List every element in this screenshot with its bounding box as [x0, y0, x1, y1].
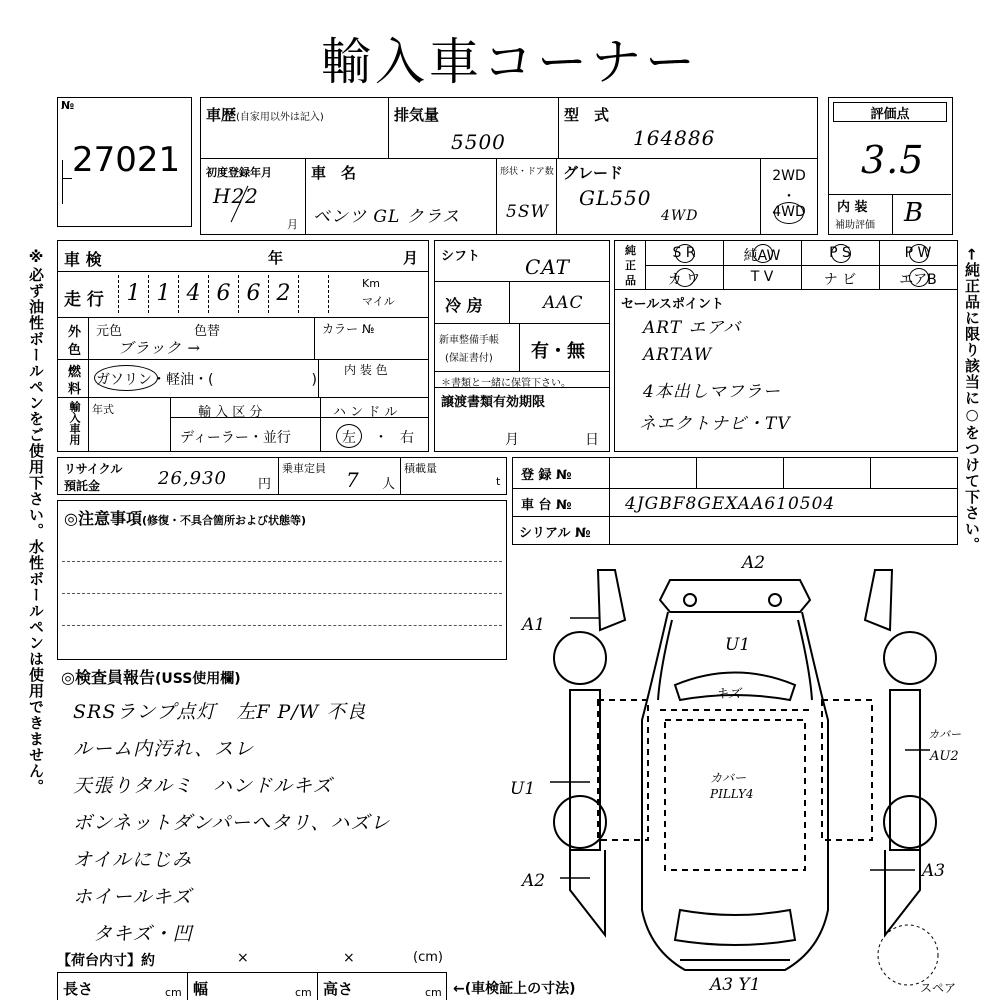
grade-sub: 4WD — [661, 208, 699, 224]
inspector-label: ◎検査員報告(USS使用欄) — [61, 668, 241, 687]
body-type-value: 5SW — [506, 202, 549, 222]
mileage-digit: 4 — [178, 275, 208, 313]
genuine-option: カ ワ — [667, 272, 701, 288]
mark-a2-top: A2 — [742, 553, 766, 573]
genuine-option-circle — [831, 244, 851, 263]
drive-option-2wd: 2WD — [772, 168, 806, 184]
mark-a2-left: A2 — [522, 871, 546, 891]
inspector-report-line: ボンネットダンパーへタリ、ハズレ — [73, 812, 391, 834]
genuine-option: S R — [672, 245, 696, 261]
recycle-grid: リサイクル 預託金 26,930 円 乗車定員 7 人 積載量 t — [57, 457, 507, 495]
import-type-options: ディーラー・並行 — [180, 430, 291, 446]
mark-a3-right: A3 — [922, 861, 946, 881]
mark-cover-right-1: カバー — [928, 728, 961, 741]
mileage-digit: 6 — [238, 275, 268, 313]
genuine-option: エアB — [899, 272, 937, 288]
genuine-option: ナ ビ — [823, 272, 857, 288]
mileage-digit — [328, 275, 358, 313]
interior-value: B — [904, 198, 925, 228]
ac-value: AAC — [543, 293, 584, 313]
score-value: 3.5 — [861, 138, 925, 182]
mileage-digit: 1 — [118, 275, 148, 313]
side-note-left: ※必ず油性ボールペンをご使用下さい。水性ボールペンは使用できません。 — [27, 248, 45, 795]
mark-cover-center-2: PILLY4 — [710, 787, 754, 801]
mileage-digit: 2 — [268, 275, 298, 313]
genuine-option-circle — [675, 268, 695, 287]
score-box — [828, 97, 953, 235]
genuine-option-circle — [675, 244, 695, 263]
genuine-option: P S — [829, 245, 851, 261]
mark-cover-center-1: カバー — [710, 771, 747, 785]
inspector-report-line: オイルにじみ — [73, 849, 193, 871]
mark-cover-right-2: AU2 — [930, 749, 959, 764]
genuine-option: 純AW — [743, 248, 781, 264]
lot-number-box — [57, 97, 192, 227]
registration-grid: 登 録 № 車 台 № 4JGBF8GEXAA610504 シリアル № — [512, 457, 958, 545]
recycle-value: 26,930 — [158, 468, 227, 489]
sales-point-line: ネエクトナビ・TV — [639, 414, 791, 434]
car-name-value: ベンツ GL クラス — [313, 207, 461, 227]
vehicle-info-grid: 車歴(自家用以外は記入) 排気量 5500 型 式 164886 初度登録年月 H22 月 車 名 ベンツ GL クラス 形状・ドア数 5SW グレード GL550 4WD 2WD ・ 4WD — [200, 97, 818, 235]
mileage-digit: 1 — [148, 275, 178, 313]
sales-point-line: 4本出しマフラー — [643, 382, 781, 402]
displacement-label: 排気量 — [394, 106, 440, 124]
body-type-label: 形状・ドア数 — [500, 167, 554, 177]
vehicle-condition-grid: 車 検 年 月 走 行 1 1 4 6 6 2 Km マイル 外 色 元色 色替 カラー № ブラック → 燃 料 ガソリン・軽油・( ) 内 装 色 輸入車用 年式 輸 入 区 分 ハ ン ド ル ディーラー・並行 左 ・ 右 — [57, 240, 429, 452]
mileage-digits — [118, 275, 398, 313]
caution-box — [57, 500, 507, 660]
inspector-report-line: 天張りタルミ ハンドルキズ — [73, 775, 333, 797]
mark-spare: スペア — [920, 981, 957, 995]
inspection-label: 車 検 — [64, 250, 102, 269]
mark-bottom: A3 Y1 — [710, 975, 761, 995]
page-title: 輸入車コーナー — [321, 33, 699, 91]
equipment-grid: シフト CAT 冷 房 AAC 新車整備手帳 (保証書付) 有・無 ＊書類と一緒に保管下さい。 譲渡書類有効期限 月 日 — [434, 240, 610, 452]
side-note-right: ←純正品に限り該当に○をつけて下さい。 — [963, 248, 981, 553]
chassis-value: 4JGBF8GEXAA610504 — [625, 494, 836, 514]
fuel-gasoline-circle — [94, 365, 158, 391]
sales-point-line: ART エアバ — [643, 318, 742, 338]
first-reg-label: 初度登録年月 — [206, 166, 272, 179]
sales-point-label: セールスポイント — [621, 297, 724, 312]
first-reg-value: H22 — [213, 184, 259, 208]
drive-option-4wd: 4WD — [772, 204, 806, 220]
model-code-label: 型 式 — [564, 106, 610, 124]
interior-sub: 補助評価 — [835, 220, 875, 231]
genuine-option-circle — [909, 268, 929, 287]
capacity-value: 7 — [346, 468, 360, 492]
mileage-label: 走 行 — [64, 290, 104, 310]
fuel-options: ガソリン・軽油・( ) — [96, 372, 317, 388]
inspector-report — [57, 665, 507, 945]
inspector-report-line: SRSランプ点灯 左F P/W 不良 — [73, 701, 367, 723]
genuine-option: T V — [750, 269, 774, 285]
displacement-value: 5500 — [451, 130, 506, 154]
history-label: 車歴(自家用以外は記入) — [206, 106, 324, 124]
inspector-report-line: タキズ・凹 — [93, 923, 193, 945]
cargo-dimensions: 【荷台内寸】約 × × (cm) 長さ cm 幅 cm 高さ cm ←(車検証上の寸法) — [57, 950, 576, 999]
interior-label: 内 装 — [837, 200, 868, 215]
mark-roof: キズ — [715, 687, 741, 702]
genuine-parts-grid: 純 正 品 セールスポイント S R 純AW P S P W カ ワ T V ナ ビ エアB ART エアバ ARTAW 4本出しマフラー ネエクトナビ・TV — [614, 240, 958, 452]
drive-4wd-circle — [774, 202, 804, 224]
handle-left-circle — [336, 424, 362, 448]
genuine-option: P W — [904, 245, 932, 261]
score-label: 評価点 — [870, 107, 910, 122]
model-code-value: 164886 — [633, 126, 716, 150]
car-name-label: 車 名 — [311, 164, 357, 182]
sales-point-line: ARTAW — [643, 345, 713, 365]
caution-label: ◎注意事項(修復・不具合箇所および状態等) — [64, 509, 307, 528]
maintenance-options: 有・無 — [531, 341, 585, 362]
grade-label: グレード — [563, 164, 624, 182]
mileage-digit: 6 — [208, 275, 238, 313]
genuine-option-circle — [753, 244, 773, 263]
exterior-color-value: ブラック → — [118, 339, 202, 357]
grade-value: GL550 — [579, 186, 652, 210]
inspector-report-line: ルーム内汚れ、スレ — [73, 738, 255, 760]
mark-u1-hood: U1 — [725, 635, 751, 655]
first-reg-month: 月 — [287, 218, 298, 231]
genuine-option-circle — [909, 244, 929, 263]
lot-number: 27021 — [72, 140, 181, 180]
inspector-report-line: ホイールキズ — [73, 886, 193, 908]
shift-value: CAT — [525, 255, 570, 279]
mark-u1-side: U1 — [510, 779, 536, 799]
mark-a1: A1 — [522, 615, 546, 635]
lot-marker: № — [61, 99, 75, 112]
mileage-digit — [298, 275, 328, 313]
car-damage-diagram — [510, 550, 980, 1000]
